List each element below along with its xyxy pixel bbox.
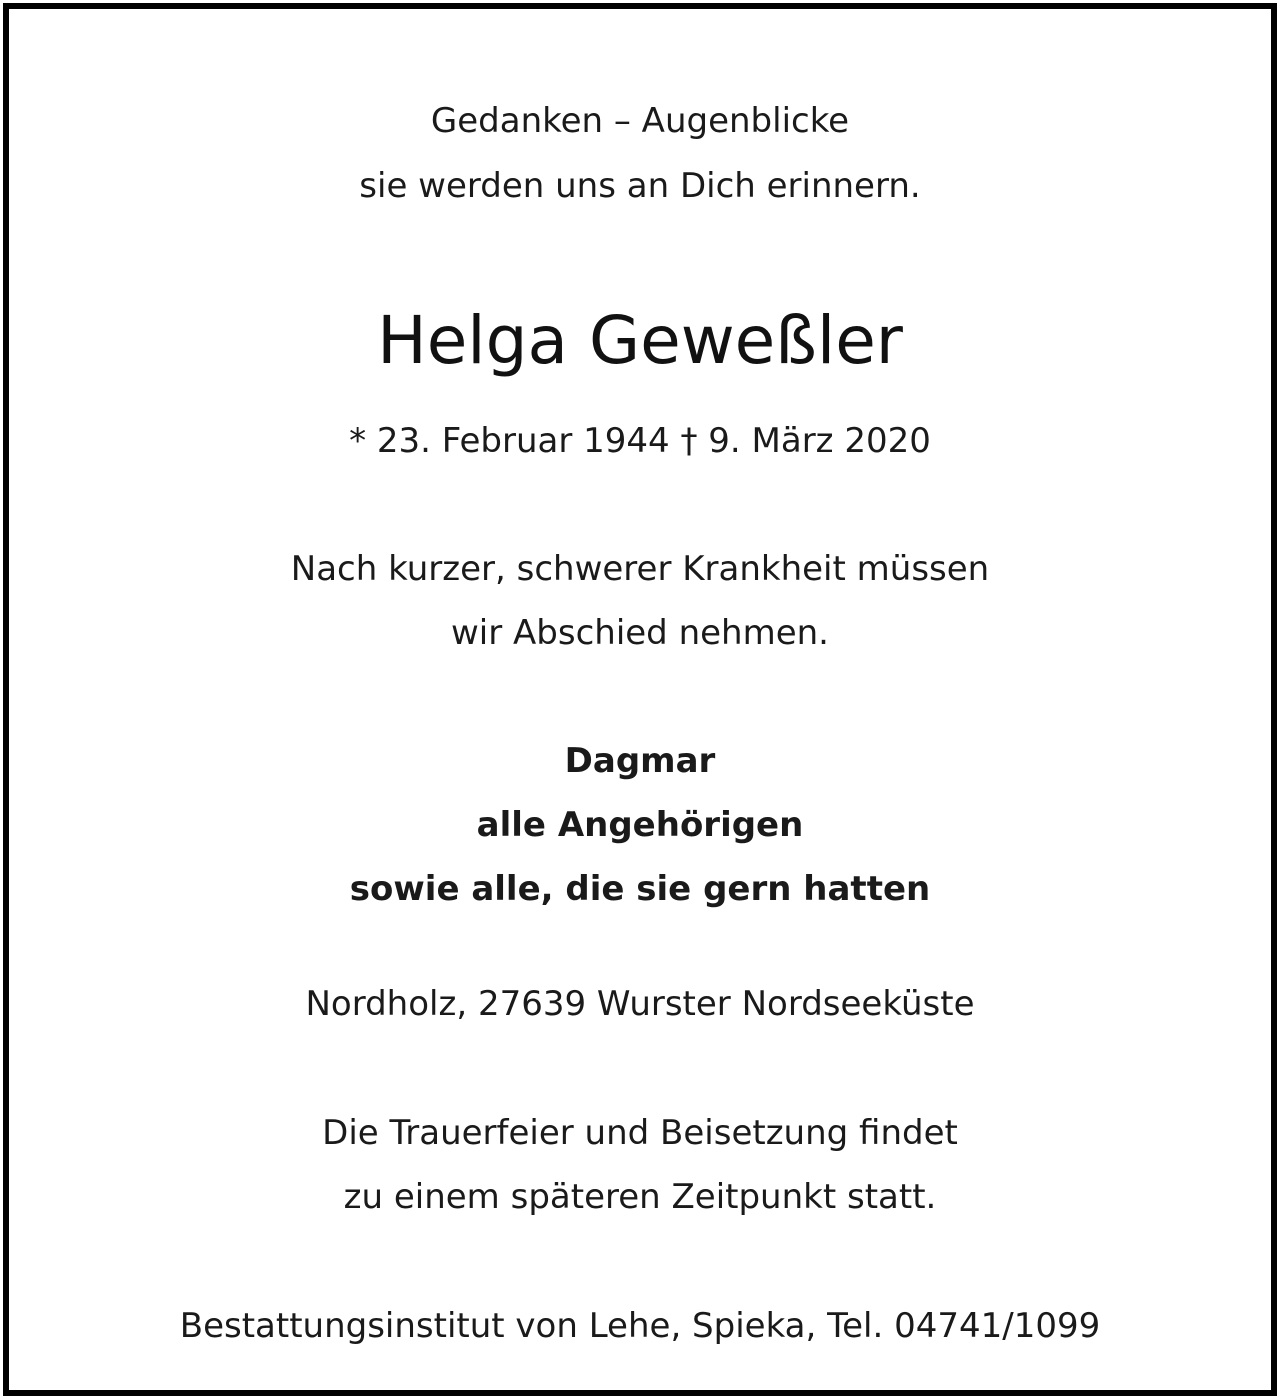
ceremony-line-2: zu einem späteren Zeitpunkt statt. [343,1177,937,1217]
funeral-home: Bestattungsinstitut von Lehe, Spieka, Tel. 04741/1099 [179,1306,1101,1346]
mourner-relatives: alle Angehörigen [476,805,804,845]
motto-line-1: Gedanken – Augenblicke [430,101,850,141]
life-dates: * 23. Februar 1944 † 9. März 2020 [349,421,931,461]
message-line-1: Nach kurzer, schwerer Krankheit müssen [290,549,990,589]
mourner-friends: sowie alle, die sie gern hatten [349,869,931,909]
mourner-name: Dagmar [564,741,716,781]
motto-line-2: sie werden uns an Dich erinnern. [359,166,921,206]
message-line-2: wir Abschied nehmen. [450,613,829,653]
ceremony-line-1: Die Trauerfeier und Beisetzung findet [322,1113,958,1153]
location: Nordholz, 27639 Wurster Nordseeküste [305,984,975,1024]
deceased-name: Helga Geweßler [377,302,903,379]
